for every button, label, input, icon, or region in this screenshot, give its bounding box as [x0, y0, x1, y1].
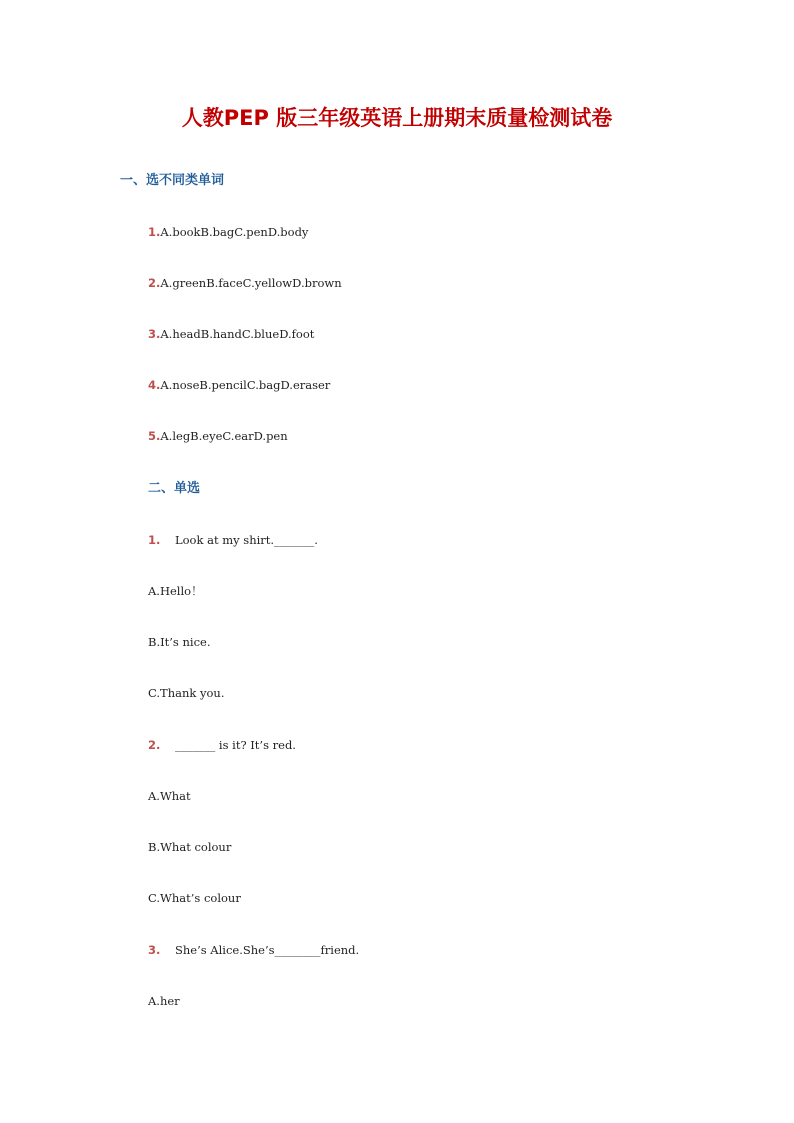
item-text: A.legB.eyeC.earD.pen: [160, 429, 288, 443]
question-text: Look at my shirt._______.: [175, 533, 318, 547]
item-number: 3.: [148, 327, 161, 341]
question-number: 2.: [148, 738, 161, 752]
question-text: She’s Alice.She’s________friend.: [175, 943, 360, 957]
question-number: 3.: [148, 943, 161, 957]
option-item: A.What: [148, 789, 191, 803]
option-item: A.her: [148, 994, 180, 1008]
item-text: A.headB.handC.blueD.foot: [160, 327, 315, 341]
item-number: 5.: [148, 429, 161, 443]
option-item: C.Thank you.: [148, 686, 225, 700]
question-stem: [148, 737, 296, 753]
section-heading-1: 一、选不同类单词: [120, 173, 225, 188]
list-item: [148, 326, 314, 342]
option-item: B.It’s nice.: [148, 635, 211, 649]
item-text: A.noseB.pencilC.bagD.eraser: [160, 378, 331, 392]
item-number: 2.: [148, 276, 161, 290]
list-item: [148, 224, 308, 240]
option-item: B.What colour: [148, 840, 232, 854]
option-item: A.Hello！: [148, 584, 203, 598]
list-item: [148, 428, 288, 444]
page-title: 人教PEP 版三年级英语上册期末质量检测试卷: [181, 106, 613, 130]
question-stem: [148, 532, 318, 548]
question-stem: [148, 942, 359, 958]
item-text: A.greenB.faceC.yellowD.brown: [160, 276, 342, 290]
question-text: _______ is it? It’s red.: [175, 738, 296, 752]
section-heading-2: 二、单选: [148, 481, 201, 496]
question-number: 1.: [148, 533, 161, 547]
item-text: A.bookB.bagC.penD.body: [160, 225, 309, 239]
item-number: 1.: [148, 225, 161, 239]
option-item: C.What’s colour: [148, 891, 241, 905]
list-item: [148, 275, 342, 291]
list-item: [148, 377, 330, 393]
item-number: 4.: [148, 378, 161, 392]
